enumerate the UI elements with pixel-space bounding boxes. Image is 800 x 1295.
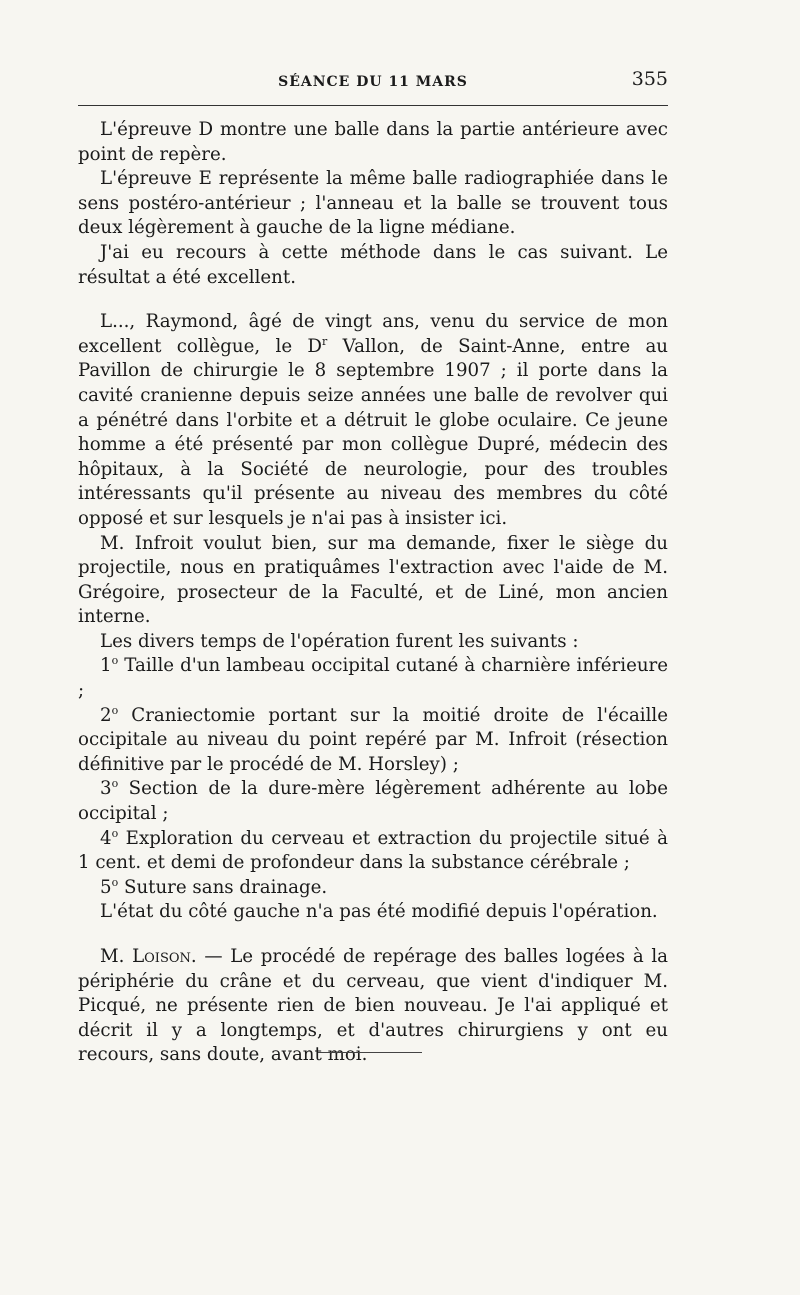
step-item bbox=[78, 777, 668, 826]
step-item bbox=[78, 827, 668, 876]
step-number: 2 bbox=[100, 704, 112, 726]
step-text: Taille d'un lambeau occipital cutané à charnière inférieure ; bbox=[78, 655, 668, 702]
paragraph-case bbox=[78, 310, 668, 531]
step-text: Craniectomie portant sur la moitié droite de l'écaille occipitale au niveau du point repéré par M. Infroit (résection définitive par le procédé de M. Horsley) ; bbox=[78, 704, 668, 775]
step-number: 1 bbox=[100, 655, 112, 677]
case-text-end: Vallon, de Saint-Anne, entre au Pavillon de chirurgie le 8 septembre 1907 ; il porte dans la cavité cranienne depuis seize années une balle de revolver qui a pénétré dans l'orbite et a détruit le globe oculaire. Ce jeune homme a été présenté par mon collègue Dupré, médecin des hôpitaux, à la Société de neurologie, pour des troubles intéressants qu'il présente au niveau des membres du côté opposé et sur lesquels je n'ai pas à insister ici. bbox=[78, 335, 668, 529]
step-item bbox=[78, 876, 668, 901]
step-ordinal: o bbox=[111, 875, 119, 889]
step-text: Exploration du cerveau et extraction du projectile situé à 1 cent. et demi de profondeur dans la substance cérébrale ; bbox=[78, 827, 668, 874]
paragraph-method: J'ai eu recours à cette méthode dans le cas suivant. Le résultat a été excellent. bbox=[78, 241, 668, 288]
doctor-superscript: r bbox=[322, 334, 328, 348]
page-header bbox=[78, 68, 668, 100]
step-ordinal: o bbox=[111, 703, 119, 717]
step-item bbox=[78, 704, 668, 778]
paragraph-epreuve-e: L'épreuve E représente la même balle radiographiée dans le sens postéro-antérieur ; l'anneau et la balle se trouvent tous deux légèrement à gauche de la ligne médiane. bbox=[78, 168, 668, 239]
header-rule bbox=[78, 105, 668, 106]
case-text-start: L..., Raymond, âgé de vingt ans, venu du service de mon excellent collègue, le D bbox=[78, 311, 668, 357]
step-text: Section de la dure-mère légèrement adhérente au lobe occipital ; bbox=[78, 778, 668, 825]
step-ordinal: o bbox=[111, 777, 119, 791]
paragraph-epreuve-d: L'épreuve D montre une balle dans la partie antérieure avec point de repère. bbox=[78, 119, 668, 165]
paragraph-infroit: M. Infroit voulut bien, sur ma demande, fixer le siège du projectile, nous en pratiquâmes l'extraction avec l'aide de M. Grégoire, prosecteur de la Faculté, et de Liné, mon ancien interne. bbox=[78, 532, 668, 628]
paragraph-result: L'état du côté gauche n'a pas été modifié depuis l'opération. bbox=[100, 901, 658, 923]
page-number: 355 bbox=[631, 68, 668, 90]
step-number: 3 bbox=[100, 778, 112, 800]
running-head: SÉANCE DU 11 MARS bbox=[278, 74, 468, 90]
end-rule bbox=[318, 1052, 422, 1053]
loison-text: — Le procédé de repérage des balles logées à la périphérie du crâne et du cerveau, que vient d'indiquer M. Picqué, ne présente rien de bien nouveau. Je l'ai appliqué et décrit il y a longtemps, et d'autres chirurgiens y ont eu recours, sans doute, avant moi. bbox=[78, 946, 668, 1066]
step-item bbox=[78, 654, 668, 703]
step-ordinal: o bbox=[111, 826, 119, 840]
step-text: Suture sans drainage. bbox=[118, 876, 328, 898]
step-ordinal: o bbox=[111, 654, 119, 668]
step-number: 4 bbox=[100, 827, 112, 849]
paragraph-loison bbox=[78, 945, 668, 1068]
step-number: 5 bbox=[100, 876, 112, 898]
body-text bbox=[78, 118, 668, 1068]
paragraph-steps-intro: Les divers temps de l'opération furent les suivants : bbox=[100, 630, 579, 652]
speaker-name: M. Loison. bbox=[100, 946, 197, 967]
